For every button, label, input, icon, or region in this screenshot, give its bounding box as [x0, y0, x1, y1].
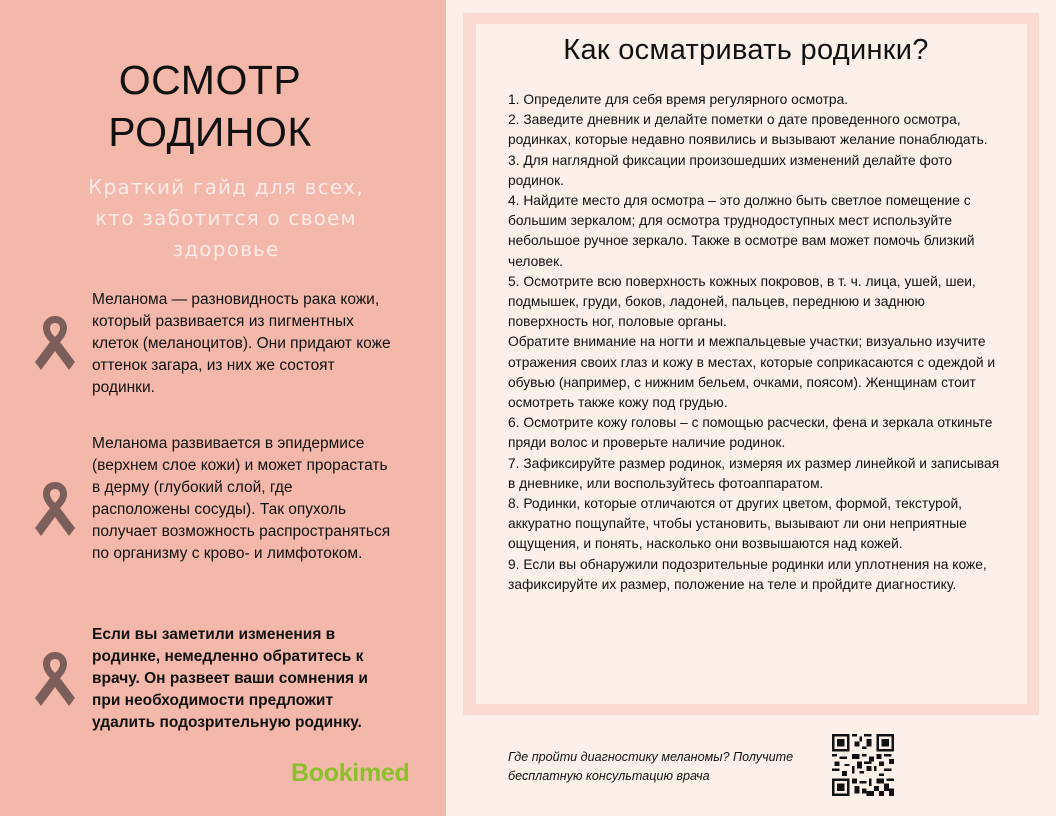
info-block-1: Меланома — разновидность рака кожи, который развивается из пигментных клеток (меланоцитов). Они придают коже оттенок загара, из них же состоят родинки. — [92, 291, 391, 396]
awareness-ribbon-icon — [31, 480, 79, 538]
page-subtitle: Краткий гайд для всех, кто заботится о своем здоровье — [88, 175, 364, 261]
step-item: 1. Определите для себя время регулярного осмотра. — [508, 92, 849, 107]
qr-code-icon[interactable] — [832, 734, 894, 796]
step-item: 9. Если вы обнаружили подозрительные родинки или уплотнения на коже, зафиксируйте их размер, положение на теле и пройдите диагностику. — [508, 556, 987, 592]
step-item: 2. Заведите дневник и делайте пометки о дате проведенного осмотра, родинках, которые недавно появились и вызывают желание понаблюдать. — [508, 112, 988, 148]
step-item: 7. Зафиксируйте размер родинок, измеряя их размер линейкой и записывая в дневнике, или воспользуйтесь фотоаппаратом. — [508, 455, 1000, 491]
consultation-text: Где пройти диагностику меланомы? Получите бесплатную консультацию врача — [508, 750, 794, 783]
step-item: 8. Родинки, которые отличаются от других цветом, формой, текстурой, аккуратно пощупайте, чтобы установить, вызывают ли они неприятные ощущения, и понять, насколько они возвышаются над кожей. — [508, 496, 967, 552]
bookimed-logo: Bookimed — [291, 759, 410, 787]
title-line-1: ОСМОТР — [118, 57, 302, 103]
step-item: 6. Осмотрите кожу головы – с помощью расчески, фена и зеркала откиньте пряди волос и проверьте наличие родинок. — [508, 415, 993, 451]
info-block-3: Если вы заметили изменения в родинке, немедленно обратитесь к врачу. Он развеет ваши сомнения и при необходимости предложит удалить подозрительную родинку. — [92, 626, 368, 731]
info-block-2: Меланома развивается в эпидермисе (верхнем слое кожи) и может прорастать в дерму (глубокий слой, где расположены сосуды). Так опухоль получает возможность распространяться по организму с крово- и лимфотоком. — [92, 435, 391, 562]
steps-list — [508, 90, 1000, 595]
step-item: 4. Найдите место для осмотра – это должно быть светлое помещение с большим зеркалом; для осмотра труднодоступных мест используйте небольшое ручное зеркало. Также в осмотре вам может помочь близкий человек. — [508, 193, 975, 269]
awareness-ribbon-icon — [31, 650, 79, 708]
awareness-ribbon-icon — [31, 314, 79, 372]
steps-title: Как осматривать родинки? — [563, 34, 929, 66]
title-line-2: РОДИНОК — [108, 109, 312, 155]
step-item: 5. Осмотрите всю поверхность кожных покровов, в т. ч. лица, ушей, шеи, подмышек, груди, боков, ладоней, пальцев, переднюю и заднюю поверхность ног, половые органы. — [508, 273, 976, 330]
page-title — [70, 54, 350, 158]
step-item: Обратите внимание на ногти и межпальцевые участки; визуально изучите отражения своих глаз и кожу в местах, которые соприкасаются с одеждой и обувью (например, с нижним бельем, очками, поясом). Женщинам стоит осмотреть также кожу под грудью. — [508, 334, 996, 411]
step-item: 3. Для наглядной фиксации произошедших изменений делайте фото родинок. — [508, 152, 953, 188]
